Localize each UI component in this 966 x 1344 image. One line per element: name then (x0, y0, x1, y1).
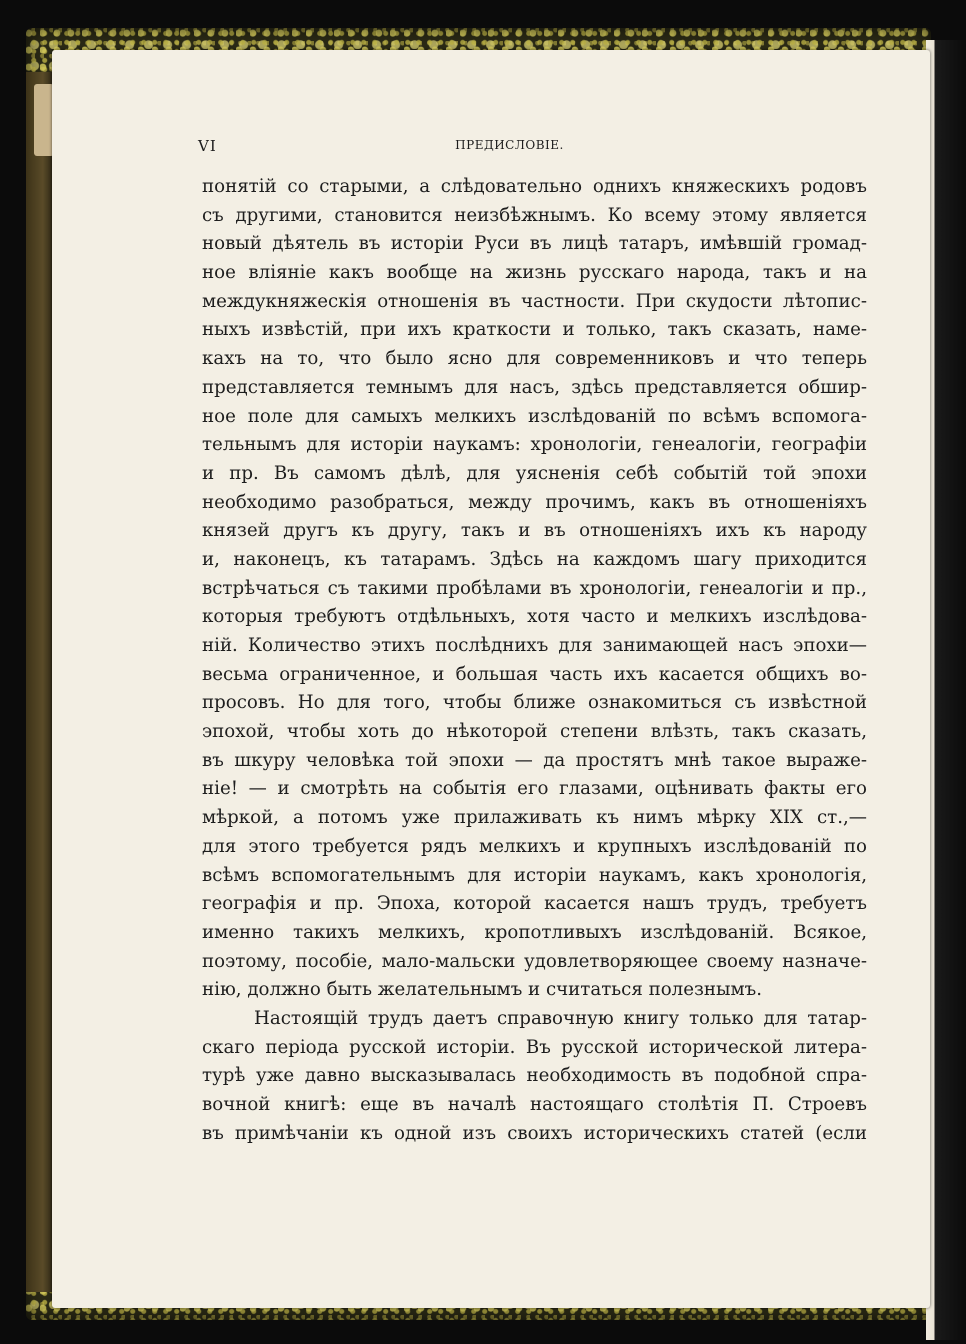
text-line: вочной книгѣ: еще въ началѣ настоящаго столѣтія П. Строевъ (202, 1094, 867, 1115)
page-number: VI (198, 137, 217, 155)
text-line: просовъ. Но для того, чтобы ближе ознакомиться съ извѣстной (202, 692, 867, 714)
text-line: именно такихъ мелкихъ, кропотливыхъ изслѣдованій. Всякое, (202, 921, 867, 943)
text-line: междукняжескія отношенія въ частности. При скудости лѣтопис- (202, 290, 867, 312)
text-line: эпохой, чтобы хоть до нѣкоторой степени влѣзть, такъ сказать, (202, 721, 867, 743)
text-line: тельнымъ для исторіи наукамъ: хронологіи, генеалогіи, географіи (202, 434, 867, 456)
text-line: представляется темнымъ для насъ, здѣсь представляется обшир- (202, 376, 867, 398)
page-edge (926, 40, 966, 1340)
text-line: турѣ уже давно высказывалась необходимость въ подобной спра- (202, 1065, 867, 1087)
torn-paper-strip (34, 84, 54, 156)
text-line: ное вліяніе какъ вообще на жизнь русскаго народа, такъ и на (202, 262, 867, 284)
running-title: ПРЕДИСЛОВІЕ. (455, 138, 564, 152)
text-line: кахъ на то, что было ясно для современниковъ и что теперь (202, 348, 867, 370)
text-line: и пр. Въ самомъ дѣлѣ, для уясненія себѣ событій той эпохи (202, 462, 867, 484)
text-line: встрѣчаться съ такими пробѣлами въ хронологіи, генеалогіи и пр., (202, 577, 867, 599)
text-line: съ другими, становится неизбѣжнымъ. Ко всему этому является (202, 204, 867, 226)
text-line: понятій со старыми, а слѣдовательно однихъ княжескихъ родовъ (202, 176, 867, 197)
text-line: мѣркой, а потомъ уже прилаживать къ нимъ мѣрку XIX ст.,— (202, 807, 867, 829)
text-line: и, наконецъ, къ татарамъ. Здѣсь на каждомъ шагу приходится (202, 548, 867, 570)
text-line: географія и пр. Эпоха, которой касается нашъ трудъ, требуетъ (202, 893, 867, 915)
text-line: князей другъ къ другу, такъ и въ отношеніяхъ ихъ къ народу (202, 520, 867, 542)
body-text (202, 173, 867, 1148)
book-spine (26, 72, 54, 1292)
text-line: весьма ограниченное, и большая часть ихъ касается общихъ во- (202, 663, 867, 685)
text-line: Настоящій трудъ даетъ справочную книгу только для татар- (254, 1007, 867, 1029)
text-line: въ примѣчаніи къ одной изъ своихъ историческихъ статей (если (202, 1122, 867, 1144)
text-line: въ шкуру человѣка той эпохи — да простятъ мнѣ такое выраже- (202, 749, 867, 771)
text-line: всѣмъ вспомогательнымъ для исторіи наукамъ, какъ хронологія, (202, 864, 867, 886)
text-line: поэтому, пособіе, мало-мальски удовлетворяющее своему назначе- (202, 950, 867, 972)
text-line: скаго періода русской исторіи. Въ русской исторической литера- (202, 1036, 867, 1058)
text-line: для этого требуется рядъ мелкихъ и крупныхъ изслѣдованій по (202, 835, 867, 857)
book-page (52, 50, 930, 1308)
text-line: ніе! — и смотрѣть на событія его глазами, оцѣнивать факты его (202, 778, 867, 800)
text-line: ное поле для самыхъ мелкихъ изслѣдованій по всѣмъ вспомога- (202, 405, 867, 427)
text-line: которыя требуютъ отдѣльныхъ, хотя часто и мелкихъ изслѣдова- (202, 606, 867, 628)
text-line: новый дѣятель въ исторіи Руси въ лицѣ татаръ, имѣвшій громад- (202, 233, 867, 255)
text-line: необходимо разобраться, между прочимъ, какъ въ отношеніяхъ (202, 491, 867, 513)
text-line: ній. Количество этихъ послѣднихъ для занимающей насъ эпохи— (202, 635, 867, 656)
text-line: нію, должно быть желательнымъ и считаться полезнымъ. (202, 979, 763, 1001)
running-header (52, 137, 930, 157)
text-line: ныхъ извѣстій, при ихъ краткости и только, такъ сказать, наме- (202, 319, 867, 341)
